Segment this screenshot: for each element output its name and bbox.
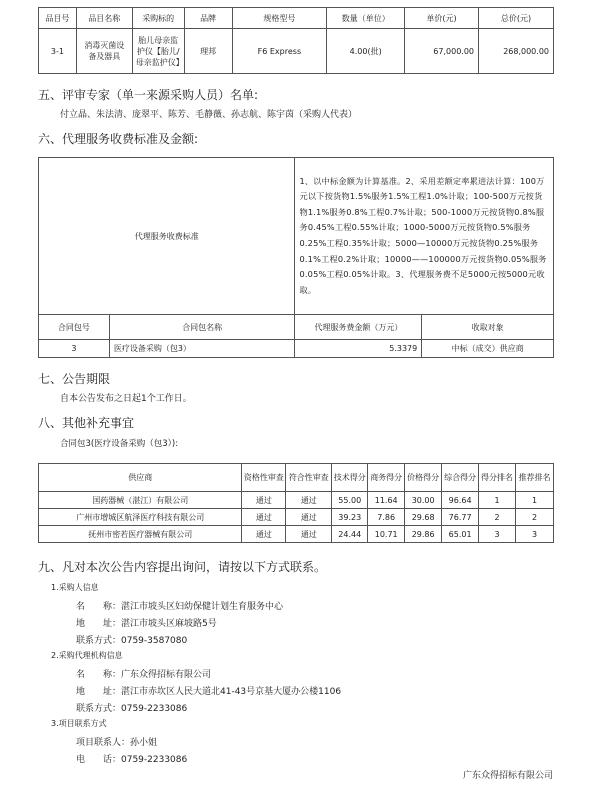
table-cell: 55.00 bbox=[332, 492, 368, 509]
table-cell: 4.00(批) bbox=[327, 29, 405, 74]
col-header: 供应商 bbox=[39, 464, 242, 492]
score-table bbox=[38, 463, 554, 543]
col-header: 综合得分 bbox=[442, 464, 479, 492]
table-header-row bbox=[39, 464, 554, 492]
col-header: 收取对象 bbox=[422, 315, 554, 340]
table-cell: 3-1 bbox=[39, 29, 77, 74]
buyer-phone: 联系方式：0759-3587080 bbox=[76, 636, 188, 646]
col-header: 代理服务费金额（万元） bbox=[295, 315, 422, 340]
project-phone: 电 话：0759-2233086 bbox=[76, 755, 188, 765]
table-row bbox=[39, 340, 554, 358]
project-contact-heading: 3.项目联系方式 bbox=[51, 719, 107, 728]
supplier-name: 抚州市密若医疗器械有限公司 bbox=[39, 526, 242, 543]
fee-table bbox=[38, 157, 554, 358]
supplier-name: 国药器械（湛江）有限公司 bbox=[39, 492, 242, 509]
table-cell: 24.44 bbox=[332, 526, 368, 543]
section9-title: 九、凡对本次公告内容提出询问，请按以下方式联系。 bbox=[38, 560, 327, 574]
table-cell: 7.86 bbox=[368, 509, 405, 526]
table-cell: 11.64 bbox=[368, 492, 405, 509]
col-header: 数量（单位） bbox=[327, 8, 405, 29]
section5-title: 五、评审专家（单一来源采购人员）名单: bbox=[38, 88, 259, 102]
table-cell: 通过 bbox=[286, 526, 332, 543]
table-cell: 10.71 bbox=[368, 526, 405, 543]
expert-names: 付立晶、朱法清、庞翠平、陈芳、毛静薇、孙志航、陈宇茵（采购人代表） bbox=[60, 110, 358, 120]
buyer-address: 地 址：湛江市坡头区麻坡路5号 bbox=[76, 619, 217, 629]
table-cell: 3 bbox=[516, 526, 554, 543]
table-row bbox=[39, 526, 554, 543]
col-header: 推荐排名 bbox=[516, 464, 554, 492]
section6-title: 六、代理服务收费标准及金额: bbox=[38, 132, 199, 146]
table-row bbox=[39, 509, 554, 526]
col-header: 商务得分 bbox=[368, 464, 405, 492]
package-label: 合同包3(医疗设备采购（包3）): bbox=[60, 439, 179, 449]
agent-address: 地 址：湛江市赤坎区人民大道北41-43号京基大厦办公楼1106 bbox=[76, 687, 342, 697]
col-header: 得分排名 bbox=[479, 464, 516, 492]
table-cell: 268,000.00 bbox=[479, 29, 554, 74]
fee-label: 代理服务收费标准 bbox=[39, 158, 295, 315]
table-cell: 5.3379 bbox=[295, 340, 422, 358]
col-header: 符合性审查 bbox=[286, 464, 332, 492]
section7-title: 七、公告期限 bbox=[38, 372, 111, 386]
table-cell: 3 bbox=[479, 526, 516, 543]
col-header: 采购标的 bbox=[132, 8, 184, 29]
notice-period: 自本公告发布之日起1个工作日。 bbox=[60, 394, 192, 404]
table-cell: 3 bbox=[39, 340, 110, 358]
table-cell: 理邦 bbox=[184, 29, 232, 74]
table-header-row bbox=[39, 8, 554, 29]
table-cell: F6 Express bbox=[232, 29, 327, 74]
col-header: 价格得分 bbox=[405, 464, 442, 492]
col-header: 规格型号 bbox=[232, 8, 327, 29]
table-header-row bbox=[39, 315, 554, 340]
table-cell: 39.23 bbox=[332, 509, 368, 526]
table-cell: 1 bbox=[516, 492, 554, 509]
table-cell: 30.00 bbox=[405, 492, 442, 509]
table-cell: 通过 bbox=[242, 526, 286, 543]
agent-name: 名 称：广东众得招标有限公司 bbox=[76, 670, 212, 680]
footer-company: 广东众得招标有限公司 bbox=[462, 771, 553, 781]
project-contact-person: 项目联系人：孙小姐 bbox=[76, 738, 158, 748]
table-cell: 29.86 bbox=[405, 526, 442, 543]
table-cell: 通过 bbox=[286, 509, 332, 526]
buyer-name: 名 称：湛江市坡头区妇幼保健计划生育服务中心 bbox=[76, 602, 284, 612]
table-cell: 96.64 bbox=[442, 492, 479, 509]
col-header: 单价(元) bbox=[405, 8, 479, 29]
fee-standard-text: 1、以中标金额为计算基准。2、采用差额定率累进法计算：100万元以下按货物1.5%服务1.5%工程1.0%计取；100-500万元按货物1.1%服务0.8%工程0.7%计取；500-1000万元按货物0.8%服务0.45%工程0.55%计取；1000-5000万元按货物0.5%服务0.25%工程0.35%计取；5000—10000万元按货物0.25%服务0.1%工程0.2%计取；10000——100000万元按货物0.05%服务0.05%工程0.05%计取。3、代理服务费不足5000元按5000元收取。 bbox=[295, 158, 554, 315]
table-cell: 中标（成交）供应商 bbox=[422, 340, 554, 358]
col-header: 品牌 bbox=[184, 8, 232, 29]
col-header: 总价(元) bbox=[479, 8, 554, 29]
table-cell: 医疗设备采购（包3） bbox=[109, 340, 295, 358]
table-cell: 1 bbox=[479, 492, 516, 509]
col-header: 合同包名称 bbox=[109, 315, 295, 340]
table-cell: 2 bbox=[516, 509, 554, 526]
table-cell: 29.68 bbox=[405, 509, 442, 526]
item-table bbox=[38, 7, 554, 74]
agent-info-heading: 2.采购代理机构信息 bbox=[51, 651, 123, 660]
table-cell: 消毒灭菌设备及器具 bbox=[76, 29, 132, 74]
table-row bbox=[39, 29, 554, 74]
table-cell: 2 bbox=[479, 509, 516, 526]
table-cell: 67,000.00 bbox=[405, 29, 479, 74]
agent-phone: 联系方式：0759-2233086 bbox=[76, 704, 188, 714]
col-header: 品目号 bbox=[39, 8, 77, 29]
table-row bbox=[39, 492, 554, 509]
supplier-name: 广州市增城区航泽医疗科技有限公司 bbox=[39, 509, 242, 526]
table-cell: 通过 bbox=[286, 492, 332, 509]
table-cell: 胎儿母亲监护仪【胎儿/母亲监护仪】 bbox=[132, 29, 184, 74]
col-header: 品目名称 bbox=[76, 8, 132, 29]
table-row bbox=[39, 158, 554, 315]
table-cell: 76.77 bbox=[442, 509, 479, 526]
table-cell: 通过 bbox=[242, 492, 286, 509]
col-header: 资格性审查 bbox=[242, 464, 286, 492]
table-cell: 65.01 bbox=[442, 526, 479, 543]
buyer-info-heading: 1.采购人信息 bbox=[51, 583, 99, 592]
col-header: 技术得分 bbox=[332, 464, 368, 492]
section8-title: 八、其他补充事宜 bbox=[38, 416, 135, 430]
table-cell: 通过 bbox=[242, 509, 286, 526]
col-header: 合同包号 bbox=[39, 315, 110, 340]
